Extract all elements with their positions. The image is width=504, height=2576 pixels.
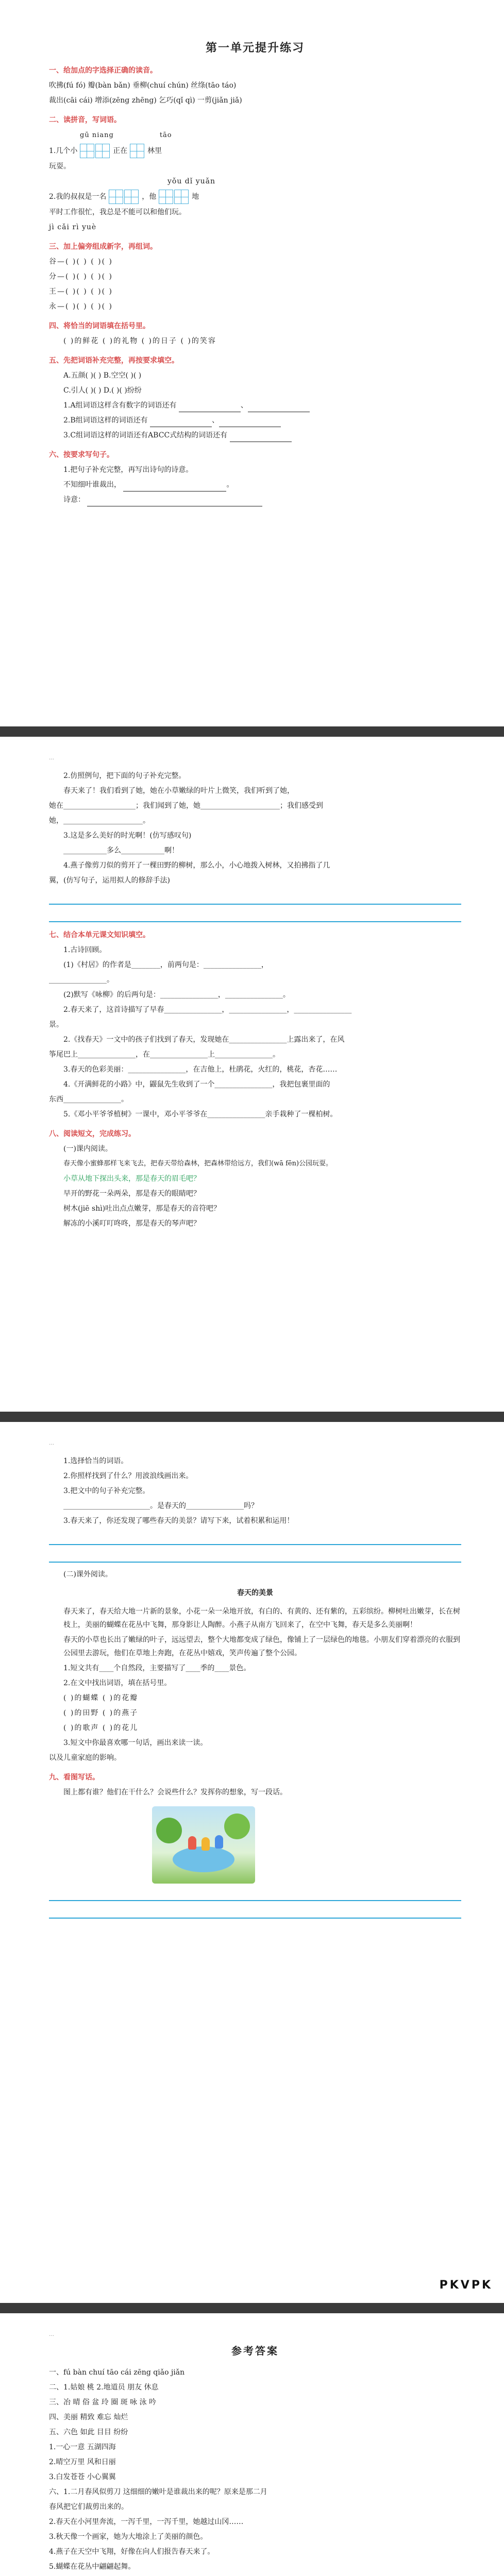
p2-line-2: 春天来了！我们看到了她，她在小草嫩绿的叶片上微笑，我们听到了她， (63, 787, 294, 795)
footer-watermark: PKVPK (439, 2279, 493, 2292)
s7-line-9: 3.春天的色彩美丽：________________，在吉他上，杜鹃花，火红的，桃花，杏花…… (63, 1065, 338, 1074)
section-6-line-2: 不知细叶谁裁出， 。 (49, 478, 461, 492)
section-8-heading: 八、阅读短文，完成练习。 (49, 1130, 136, 1138)
pinyin-1b: tāo (159, 131, 172, 139)
s6-meaning-label: 诗意： (63, 496, 85, 504)
answer-line[interactable] (49, 892, 461, 905)
answer-line[interactable] (49, 1550, 461, 1563)
p3-line-10: ( )的田野 ( )的燕子 (63, 1709, 139, 1717)
document-page-1 (0, 0, 504, 726)
child-figure (201, 1837, 210, 1851)
answer-blank[interactable] (87, 498, 262, 506)
writing-grid[interactable] (124, 190, 139, 204)
answer-line-item: 2.晴空万里 风和日丽 (49, 2458, 116, 2466)
answer-blank[interactable] (248, 403, 310, 412)
section-5-line-1: A.五颜( )( ) B.空空( )( ) (63, 371, 142, 380)
answer-line[interactable] (49, 910, 461, 922)
answer-line-item: 春风把它们裁剪出来的。 (49, 2503, 128, 2511)
section-2-line-1 (49, 144, 461, 158)
p2-line-3: 她在____________________；我们闻到了她，她______________________；我们感受到 (49, 802, 323, 810)
p3-line-9: ( )的蝴蝶 ( )的花瓣 (63, 1694, 139, 1702)
section-1-line-2: 裁出(cāi cái) 增添(zēng zhēng) 乞巧(qǐ qì) 一剪(jiǎn jiǎ) (49, 96, 242, 105)
section-1-heading: 一、给加点的字选择正确的读音。 (49, 66, 157, 75)
writing-grid[interactable] (130, 144, 144, 158)
answer-line-item: 2.春天在小河里奔流，一泻千里，一泻千里，她越过山冈…… (49, 2518, 244, 2526)
section-5-line-2: C.引人( )( ) D.( )( )纷纷 (63, 386, 142, 395)
page-gap (0, 1412, 504, 1422)
section-5-line-5 (49, 429, 461, 442)
answer-blank[interactable] (150, 418, 212, 427)
s2-text-1a: 1.几个小 (49, 147, 78, 155)
s7-line-1: 1.古诗回顾。 (63, 946, 107, 954)
p3-line-8: 2.在文中找出词语，填在括号里。 (63, 1679, 172, 1687)
p2-line-5: 3.这是多么美好的时光啊！(仿写感叹句) (63, 832, 192, 840)
section-3-heading: 三、加上偏旁组成新字，再组词。 (49, 243, 157, 251)
p3-line-2: 2.你照样找到了什么？用波浪线画出来。 (63, 1472, 193, 1480)
section-1-line-1: 吹拂(fú fó) 瓣(bàn bǎn) 垂柳(chuí chún) 丝绦(tāo táo) (49, 81, 237, 90)
section-4-heading: 四、将恰当的词语填在括号里。 (49, 322, 150, 330)
s8-green-line: 小草从地下探出头来，那是春天的眉毛吧？ (63, 1175, 200, 1183)
child-figure (215, 1835, 223, 1849)
s7-line-12: 5.《邓小平爷爷植树》一课中，邓小平爷爷在________________亲手栽种了一棵柏树。 (63, 1110, 338, 1118)
answer-line-item: 二、1.姑娘 桃 2.地道员 朋友 休息 (49, 2383, 159, 2392)
s7-line-2: (1)《村居》的作者是________，前两句是：________________， (63, 961, 268, 969)
section-7-heading: 七、结合本单元课文知识填空。 (49, 931, 150, 939)
answer-key-title: 参考答案 (231, 2345, 279, 2357)
s2-text-2a: 2.我的叔叔是一名 (49, 193, 107, 201)
p3-line-5: 3.春天来了，你还发现了哪些春天的美景？请写下来，试着积累和运用！ (63, 1517, 294, 1525)
s6-poem-text: 不知细叶谁裁出， (63, 481, 121, 489)
s7-line-7: 2.《找春天》一文中的孩子们找到了春天，发现她在________________上露出来了，在风 (63, 1036, 345, 1044)
section-2-line-2 (49, 190, 461, 204)
s2-text-2c: 地 (192, 193, 199, 201)
page-corner-mark: … (49, 755, 54, 761)
s8-line-4: 树木(jiē shì)吐出点点嫩芽，那是春天的音符吧？ (63, 1205, 221, 1213)
reading-paragraph-2: 春天的小草也长出了嫩绿的叶子，远远望去，整个大地都变成了绿色，像铺上了一层绿色的地毯。小朋友们穿着漂亮的衣服到公园里去游玩，他们在草地上奔跑，在花丛中嬉戏，笑声传遍了整个公园。 (63, 1636, 460, 1657)
page-gap (0, 726, 504, 737)
s2-text-2b: ，他 (142, 193, 157, 201)
s7-line-10: 4.《开满鲜花的小路》中，鼹鼠先生收到了一个________________，我把包裹里面的 (63, 1080, 330, 1089)
radical-row-4: 永—( )( ) ( )( ) (49, 302, 113, 311)
answer-line-item: 5.蝴蝶在花丛中翩翩起舞。 (49, 2563, 136, 2571)
section-4-line: ( )的鲜花 ( )的礼物 ( )的日子 ( )的笑容 (63, 337, 216, 345)
s7-line-4: (2)默写《咏柳》的后两句是：________________，________________。 (63, 991, 290, 999)
s7-line-6: 景。 (49, 1021, 63, 1029)
pinyin-1a: gū niang (80, 131, 114, 139)
s2-text-1b: 正在 (113, 147, 128, 155)
s7-line-5: 2.春天来了，这首诗描写了早春________________，________________，________________ (63, 1006, 352, 1014)
spring-scene-illustration (152, 1806, 255, 1884)
s8-line-5: 解冻的小溪叮叮咚咚，那是春天的琴声吧？ (63, 1219, 200, 1228)
answer-key-content (49, 2344, 461, 2576)
pinyin-2: yǒu dǐ yuǎn (167, 177, 215, 185)
reading-paragraph-1: 春天来了，春天给大地一片新的景象，小花一朵一朵地开放，有白的、有黄的、还有紫的，五彩缤纷。柳树吐出嫩芽，长在树枝上，美丽的蝴蝶在花丛中飞舞，那身影让人陶醉。小燕子从南方飞回来了，在空中飞舞，春天是多么美丽啊！ (63, 1607, 460, 1629)
p3-line-13: 以及儿童家庭的影响。 (49, 1754, 121, 1762)
document-page-3 (0, 1422, 504, 2303)
answer-line-item: 三、冶 晴 俗 盆 玲 圈 斑 咏 泳 吟 (49, 2398, 157, 2406)
answer-line-item: 1.一心一意 五湖四海 (49, 2443, 116, 2451)
page-gap (0, 2303, 504, 2313)
tree-shape (156, 1818, 182, 1843)
writing-grid[interactable] (95, 144, 110, 158)
p3-line-11: ( )的歌声 ( )的花儿 (63, 1724, 139, 1732)
p3-line-7: 1.短文共有____个自然段，主要描写了____季的____景色。 (63, 1664, 251, 1672)
answer-line[interactable] (49, 1533, 461, 1545)
page-corner-mark: … (49, 1440, 54, 1446)
s2-text-1d: 玩耍。 (49, 162, 71, 171)
radical-row-1: 谷—( )( ) ( )( ) (49, 258, 113, 266)
s7-line-8: 筝尾巴上________________，在________________上________________。 (49, 1050, 280, 1059)
section-5-line-3: 1.A组词语这样含有数字的词语还有 、 (49, 399, 461, 412)
s7-line-3: ________________。 (49, 976, 114, 984)
document-title: 第一单元提升练习 (205, 41, 305, 55)
s5-q2-text: 2.B组词语这样的词语还有 (63, 416, 148, 425)
answer-line-item: 五、六色 如此 目目 纷纷 (49, 2428, 128, 2436)
p2-line-6: ____________多么____________啊！ (63, 846, 179, 855)
writing-grid[interactable] (109, 190, 123, 204)
s8-line-1: (一)课内阅读。 (63, 1145, 112, 1153)
s5-q1-text: 1.A组词语这样含有数字的词语还有 (63, 401, 177, 410)
s5-q3-text: 3.C组词语这样的词语还有ABCC式结构的词语还有 (63, 431, 228, 439)
section-9-heading: 九、看图写话。 (49, 1773, 99, 1782)
answer-blank[interactable] (123, 483, 226, 492)
p2-line-4: 她，______________________。 (49, 817, 150, 825)
p3-line-12: 3.短文中你最喜欢哪一句话，画出来读一读。 (63, 1739, 208, 1747)
answer-line-item: 六、1.二月春风似剪刀 这细细的嫩叶是谁裁出来的呢？原来是那二月 (49, 2488, 267, 2496)
section-5-line-4: 2.B组词语这样的词语还有 、 (49, 414, 461, 427)
p2-line-7: 4.燕子像剪刀似的剪开了一棵田野的柳树，那么小，小心地拨入树林，又拍拂指了几 (63, 861, 330, 870)
s8-line-2: 春天像小蜜蜂那样飞来飞去，把春天带给森林，把森林带给远方，我们(wā fēn)公园玩耍。 (63, 1160, 333, 1167)
writing-grid[interactable] (80, 144, 94, 158)
answer-blank[interactable] (179, 403, 241, 412)
answer-line[interactable] (49, 1889, 461, 1901)
s8-line-3: 早开的野花一朵两朵，那是春天的眼睛吧？ (63, 1190, 200, 1198)
s7-line-11: 东西________________。 (49, 1095, 128, 1104)
pinyin-row-3: jì cǎi rì yuè (49, 223, 97, 231)
s9-line-1: 图上都有谁？他们在干什么？会说些什么？发挥你的想象，写一段话。 (63, 1788, 287, 1797)
p3-line-6: (二)课外阅读。 (63, 1570, 112, 1579)
p3-line-3: 3.把文中的句子补充完整。 (63, 1487, 150, 1495)
section-5-heading: 五、先把词语补充完整，再按要求填空。 (49, 357, 179, 365)
child-figure (188, 1836, 196, 1850)
answer-line-item: 4.燕子在天空中飞翔，好像在向人们报告春天来了。 (49, 2548, 215, 2556)
p3-line-1: 1.选择恰当的词语。 (63, 1457, 128, 1465)
answer-line[interactable] (49, 1906, 461, 1919)
answer-line-item: 一、fú bàn chuí tāo cái zēng qiǎo jiǎn (49, 2368, 185, 2377)
page-1-content (49, 41, 461, 508)
section-6-heading: 六、按要求写句子。 (49, 451, 114, 459)
section-6-line-1: 1.把句子补充完整，再写出诗句的诗意。 (63, 466, 193, 474)
page-corner-mark: … (49, 2332, 54, 2337)
answer-line-item: 3.秋天像一个画家，她为大地涂上了美丽的颜色。 (49, 2533, 208, 2541)
radical-row-3: 王—( )( ) ( )( ) (49, 287, 113, 296)
section-2-heading: 二、读拼音，写词语。 (49, 116, 121, 124)
section-6-line-3 (49, 493, 461, 506)
writing-grid[interactable] (174, 190, 189, 204)
radical-row-2: 分—( )( ) ( )( ) (49, 273, 113, 281)
p2-line-1: 2.仿照例句，把下面的句子补充完整。 (63, 772, 186, 780)
document-page-4 (0, 2313, 504, 2576)
reading-subtitle: 春天的美景 (237, 1589, 273, 1597)
answer-line-item: 3.白发苍苍 小心翼翼 (49, 2473, 116, 2481)
s2-text-1c: 林里 (147, 147, 162, 155)
answer-line-item: 四、美丽 精致 难忘 灿烂 (49, 2413, 128, 2421)
p3-line-4: ________________________。是春天的________________吗？ (63, 1502, 258, 1510)
p2-line-8: 翼，(仿写句子，运用拟人的修辞手法) (49, 876, 170, 885)
pinyin-row-1 (49, 128, 461, 142)
answer-key-list (49, 2366, 461, 2576)
answer-blank[interactable] (230, 433, 292, 442)
pinyin-row-2 (49, 175, 461, 188)
writing-grid[interactable] (159, 190, 173, 204)
page-2-content (49, 768, 461, 1232)
answer-blank[interactable] (219, 418, 281, 427)
tree-shape (224, 1814, 250, 1839)
document-page-2 (0, 737, 504, 1412)
section-2-line-3: 平时工作很忙，我总是不能可以和他们玩。 (49, 208, 186, 216)
page-3-content (49, 1453, 461, 1924)
